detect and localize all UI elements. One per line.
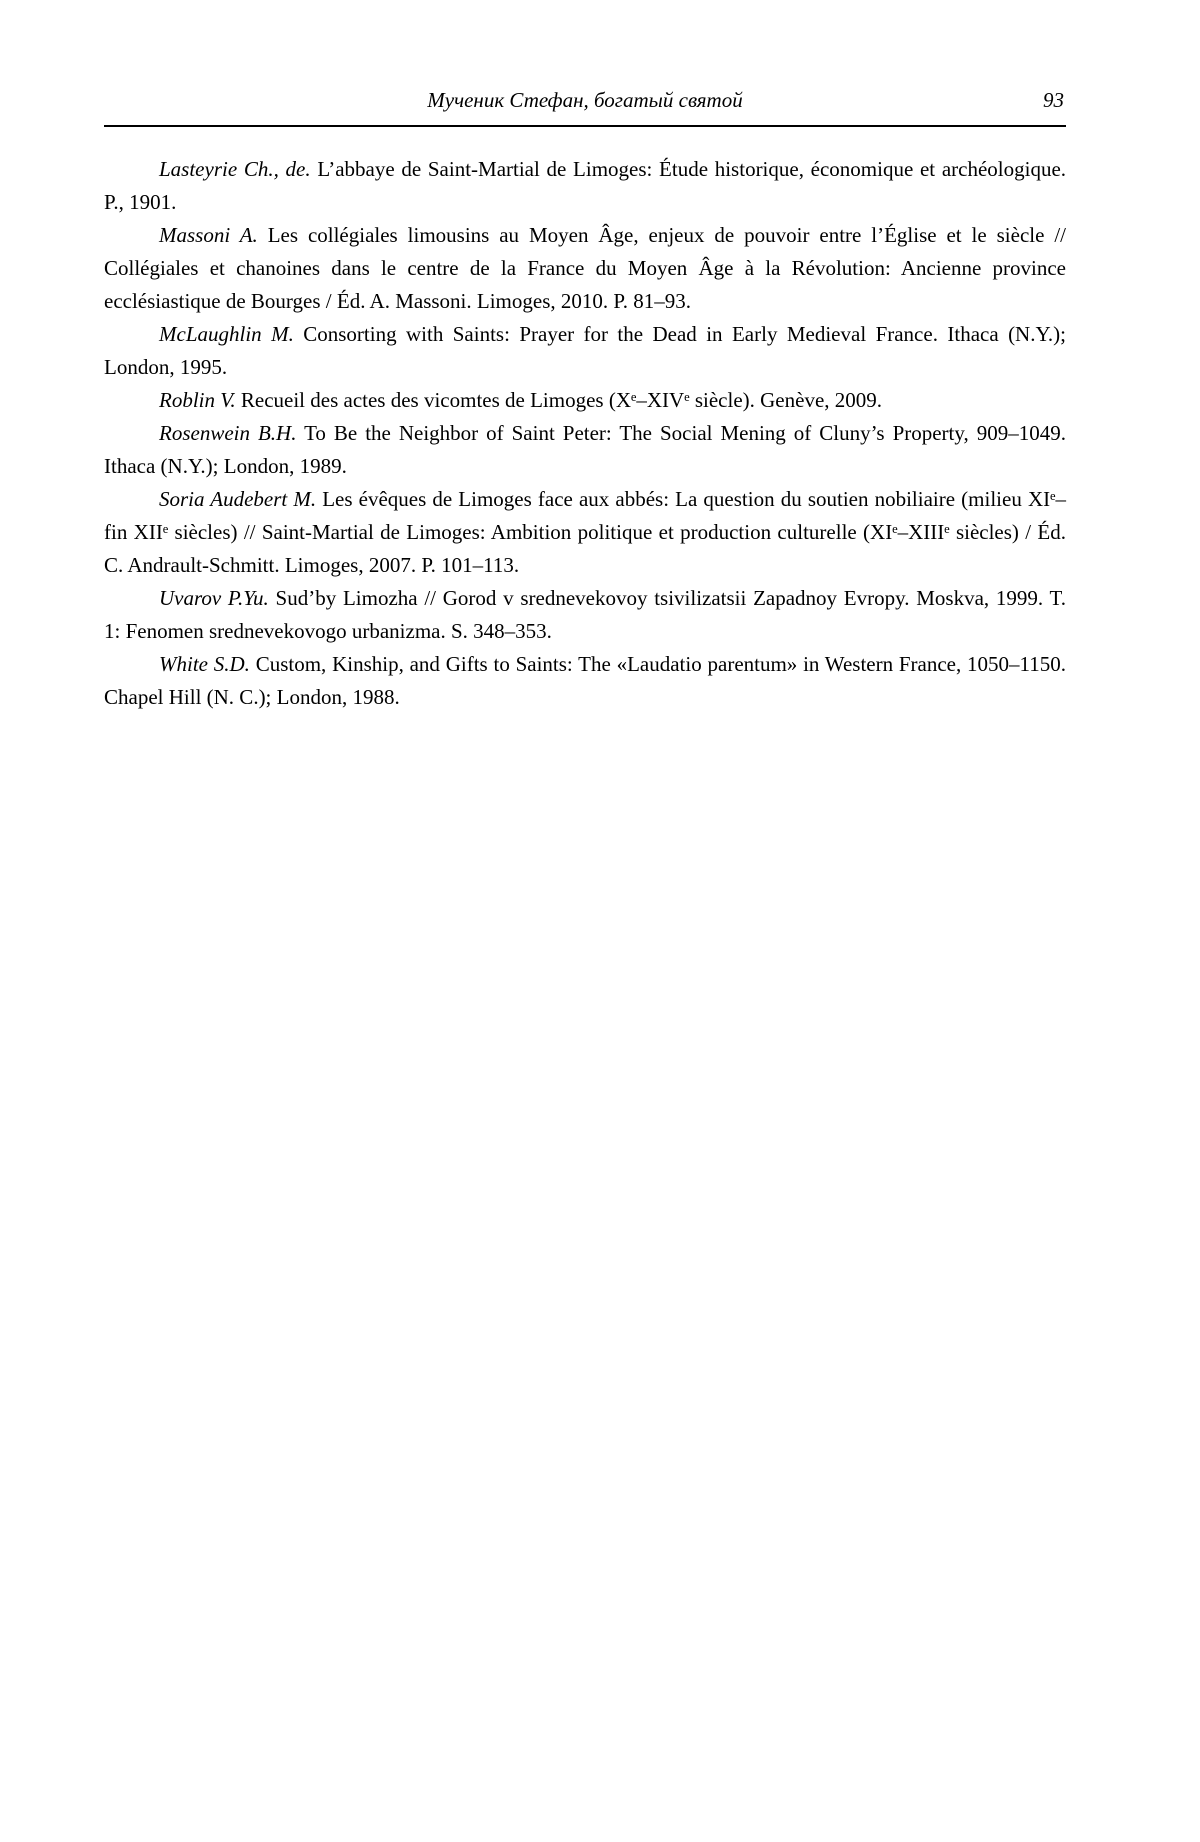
bibliography-entry [104,153,1066,219]
entry-text: L’abbaye de Saint-Martial de Limoges: Étude historique, économique et archéologique. P., 1901. [104,157,1067,214]
entry-author: McLaughlin M. [159,322,294,346]
bibliography-entry [104,582,1066,648]
bibliography-entry [104,648,1066,714]
bibliography-entry [104,417,1066,483]
entry-text: Les collégiales limousins au Moyen Âge, enjeux de pouvoir entre l’Église et le siècle // Collégiales et chanoines dans le centre de la France du Moyen Âge à la Révolution: Ancienne province ecclésiastique de Bourges / Éd. A. Massoni. Limoges, 2010. P. 81–93. [104,223,1067,313]
bibliography-entry [104,219,1066,318]
running-header [104,88,1066,127]
entry-text: Sud’by Limozha // Gorod v srednevekovoy tsivilizatsii Zapadnoy Evropy. Moskva, 1999. T. 1: Fenomen srednevekovogo urbanizma. S. 348–353. [104,586,1066,643]
bibliography-entry [104,384,1066,417]
entry-author: Uvarov P.Yu. [159,586,269,610]
bibliography-list [104,153,1066,714]
entry-author: Roblin V. [159,388,236,412]
entry-author: Soria Audebert M. [159,487,317,511]
running-header-title: Мученик Стефан, богатый святой [427,88,743,112]
entry-text: Custom, Kinship, and Gifts to Saints: The «Laudatio parentum» in Western France, 1050–1150. Chapel Hill (N. C.); London, 1988. [104,652,1066,709]
entry-text: Recueil des actes des vicomtes de Limoges (Xᵉ–XIVᵉ siècle). Genève, 2009. [235,388,883,412]
entry-text: Les évêques de Limoges face aux abbés: La question du soutien nobiliaire (milieu XIᵉ–fin XIIᵉ siècles) // Saint-Martial de Limoges: Ambition politique et production culturelle (XIᵉ–XIIIᵉ siècles) / Éd. C. Andrault-Schmitt. Limoges, 2007. P. 101–113. [104,487,1066,577]
entry-text: To Be the Neighbor of Saint Peter: The Social Mening of Cluny’s Property, 909–1049. Ithaca (N.Y.); London, 1989. [104,421,1067,478]
entry-author: Massoni A. [159,223,258,247]
bibliography-entry [104,483,1066,582]
entry-author: Lasteyrie Ch., de. [159,157,311,181]
entry-text: Consorting with Saints: Prayer for the Dead in Early Medieval France. Ithaca (N.Y.); London, 1995. [104,322,1067,379]
page-content [104,88,1066,714]
page-number: 93 [1043,88,1064,112]
entry-author: White S.D. [159,652,250,676]
bibliography-entry [104,318,1066,384]
entry-author: Rosenwein B.H. [159,421,297,445]
